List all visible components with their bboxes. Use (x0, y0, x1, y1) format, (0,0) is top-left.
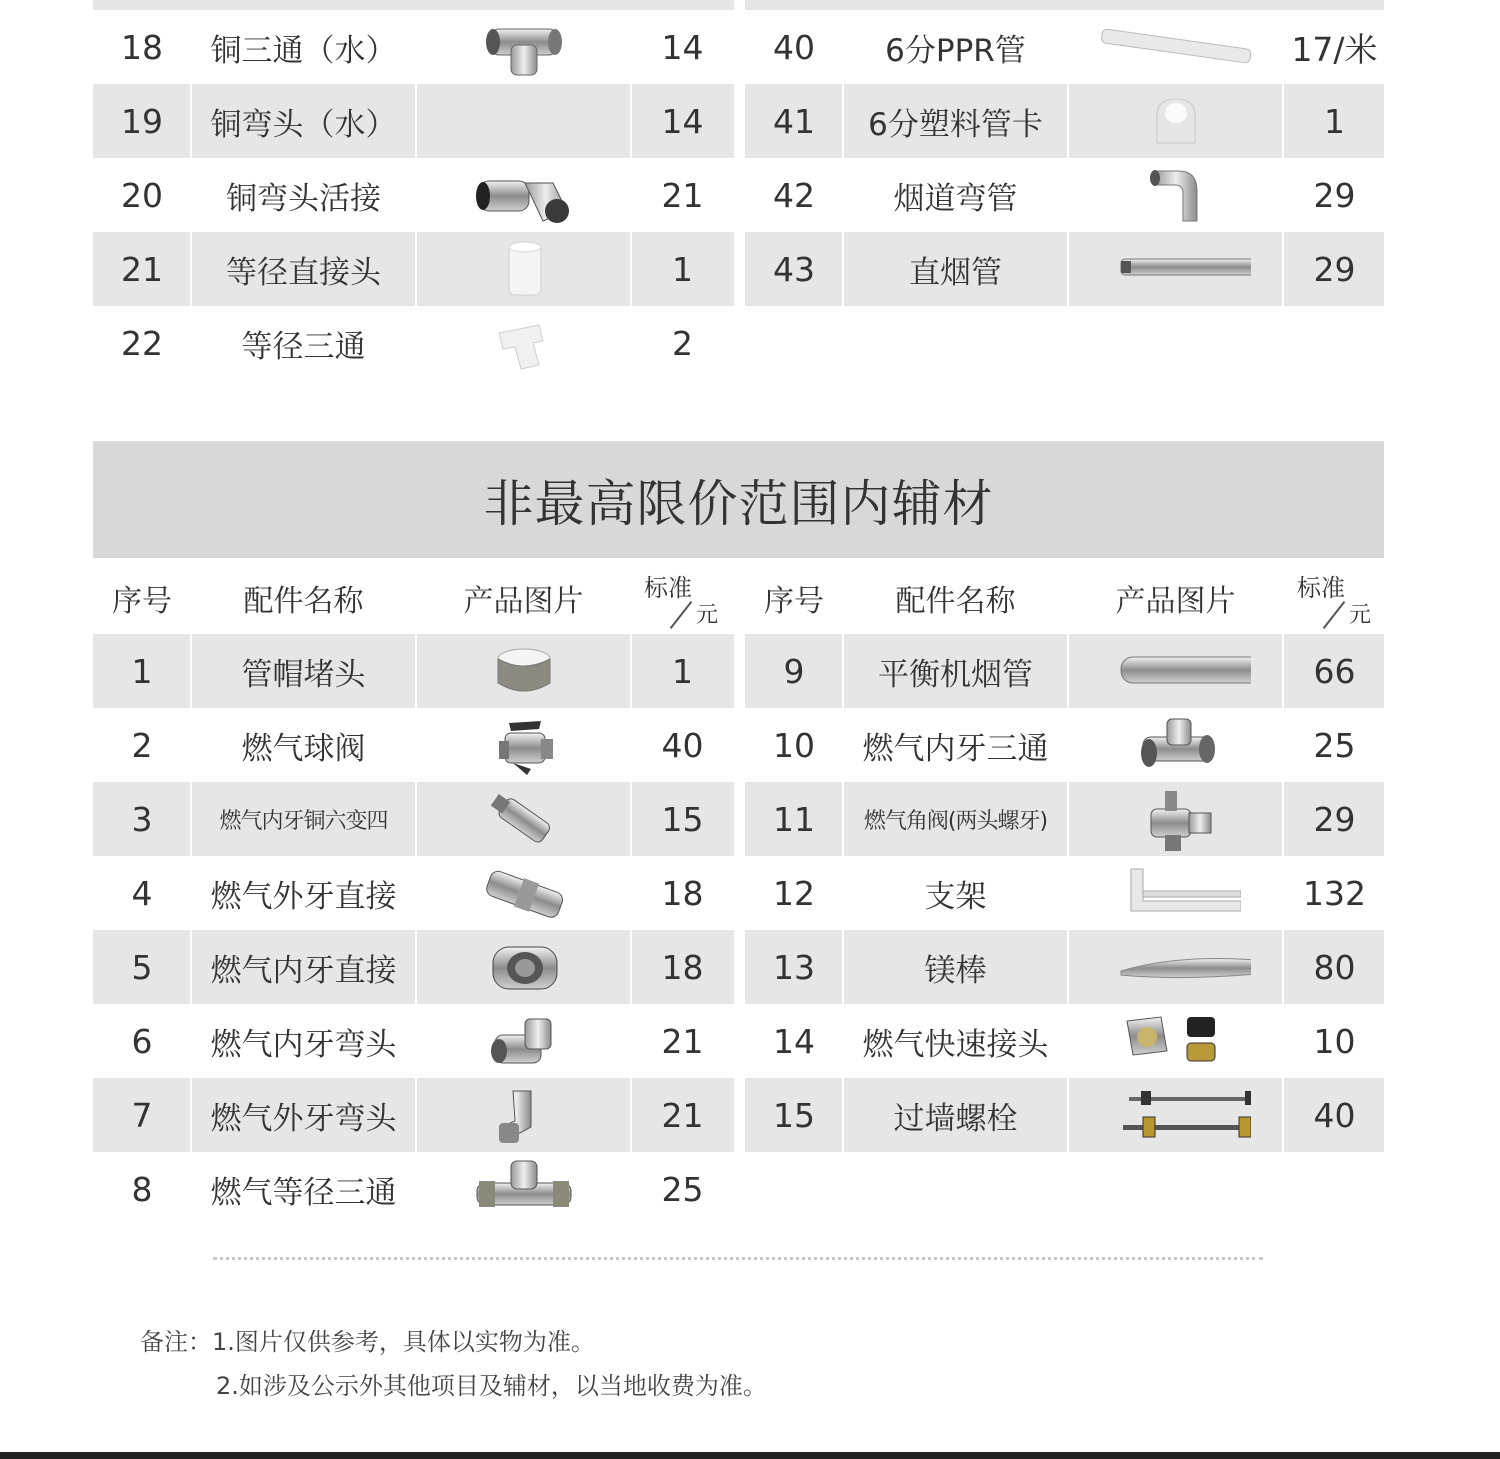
row-left-half (93, 1004, 734, 1078)
column-divider (842, 158, 844, 232)
column-divider (1067, 1078, 1069, 1152)
column-divider (190, 84, 192, 158)
item-price: 1 (672, 249, 693, 289)
item-price: 15 (661, 799, 704, 839)
item-price: 25 (1313, 725, 1356, 765)
item-image (416, 158, 631, 232)
bottom-bar (0, 1452, 1500, 1459)
column-divider (1282, 634, 1284, 708)
elbow-union-icon (462, 163, 586, 227)
header-image: 产品图片 (463, 584, 584, 619)
row-left-half (93, 1078, 734, 1152)
header-name: 配件名称 (243, 584, 364, 619)
row-strip (745, 0, 1384, 10)
row-strip (93, 0, 734, 10)
column-divider (1067, 930, 1069, 1004)
item-name: 镁棒 (924, 952, 987, 989)
item-price: 14 (661, 101, 704, 141)
column-divider (842, 930, 844, 1004)
item-name: 燃气内牙直接 (210, 952, 397, 989)
item-image (416, 1004, 631, 1078)
header-standard-label: 标准 (1297, 574, 1345, 602)
column-divider (190, 306, 192, 380)
item-image (1068, 782, 1283, 856)
row-right-half (745, 1004, 1384, 1078)
column-divider (1067, 708, 1069, 782)
copper-tee-icon (469, 15, 579, 79)
row-right-half (745, 306, 1384, 380)
item-image (416, 782, 631, 856)
column-divider (1282, 232, 1284, 306)
column-divider (1282, 158, 1284, 232)
item-price: 132 (1303, 873, 1366, 913)
item-number: 21 (121, 249, 163, 289)
column-divider (842, 856, 844, 930)
reducer-icon (469, 787, 579, 851)
item-name: 燃气内牙三通 (862, 730, 1049, 767)
column-divider (190, 930, 192, 1004)
column-divider (630, 158, 632, 232)
column-divider (415, 1152, 417, 1226)
item-name: 燃气外牙直接 (210, 878, 397, 915)
column-divider (630, 708, 632, 782)
note-line-2: 2.如涉及公示外其他项目及辅材，以当地收费为准。 (216, 1372, 767, 1400)
female-coupling-icon (469, 935, 579, 999)
column-divider (630, 84, 632, 158)
item-number: 13 (773, 947, 815, 987)
column-divider (415, 634, 417, 708)
item-number: 10 (773, 725, 815, 765)
male-elbow-icon (469, 1083, 579, 1147)
magnesium-rod-icon (1101, 935, 1251, 999)
item-name: 燃气角阀(两头螺牙) (863, 808, 1048, 834)
item-number: 6 (131, 1021, 153, 1061)
row-right-half (745, 158, 1384, 232)
table-row (93, 1004, 1384, 1078)
item-name: 6分PPR管 (885, 32, 1026, 69)
gas-ball-valve-icon (469, 713, 579, 777)
header-name: 配件名称 (895, 584, 1016, 619)
item-image (416, 84, 631, 158)
item-image (1068, 930, 1283, 1004)
table-row (93, 1152, 1384, 1226)
item-image (416, 232, 631, 306)
item-number: 14 (773, 1021, 815, 1061)
row-left-half (93, 782, 734, 856)
row-right-half (745, 1152, 1384, 1226)
item-name: 6分塑料管卡 (868, 106, 1043, 143)
note-line-1: 备注：1.图片仅供参考，具体以实物为准。 (140, 1328, 595, 1356)
dotted-divider (213, 1257, 1263, 1260)
column-divider (630, 1152, 632, 1226)
column-divider (1282, 782, 1284, 856)
column-divider (190, 634, 192, 708)
item-image (416, 10, 631, 84)
item-price: 40 (661, 725, 704, 765)
item-image (416, 708, 631, 782)
item-price: 40 (1313, 1095, 1356, 1135)
column-divider (630, 1078, 632, 1152)
item-number: 3 (131, 799, 153, 839)
column-divider (190, 856, 192, 930)
row-left-half (93, 158, 734, 232)
row-left-half (93, 634, 734, 708)
item-number: 11 (773, 799, 815, 839)
male-coupling-icon (469, 861, 579, 925)
gas-female-tee-icon (1121, 713, 1231, 777)
item-name: 平衡机烟管 (878, 656, 1033, 693)
item-image (1068, 708, 1283, 782)
column-divider (630, 634, 632, 708)
item-price: 17/米 (1291, 29, 1378, 69)
straight-coupling-icon (469, 237, 579, 301)
column-divider (415, 232, 417, 306)
column-divider (415, 1004, 417, 1078)
item-price: 2 (672, 323, 693, 363)
column-divider (842, 10, 844, 84)
item-price: 29 (1313, 175, 1356, 215)
item-price: 1 (1324, 101, 1345, 141)
column-divider (630, 782, 632, 856)
column-divider (415, 306, 417, 380)
column-divider (842, 634, 844, 708)
column-divider (630, 1004, 632, 1078)
item-number: 12 (773, 873, 815, 913)
column-divider (1282, 1078, 1284, 1152)
item-number: 22 (121, 323, 163, 363)
gas-tee-icon (469, 1157, 579, 1221)
column-divider (1067, 10, 1069, 84)
column-divider (1282, 84, 1284, 158)
item-image (416, 634, 631, 708)
row-right-half (745, 1078, 1384, 1152)
column-divider (190, 1078, 192, 1152)
column-divider (630, 10, 632, 84)
column-divider (842, 708, 844, 782)
item-name: 等径三通 (241, 328, 366, 365)
column-divider (190, 708, 192, 782)
header-image: 产品图片 (1115, 584, 1236, 619)
table-row (93, 930, 1384, 1004)
table-row (93, 856, 1384, 930)
table-row (93, 782, 1384, 856)
column-divider (1282, 856, 1284, 930)
item-name: 过墙螺栓 (893, 1100, 1018, 1137)
row-right-half (745, 10, 1384, 84)
item-number: 8 (131, 1169, 153, 1209)
item-number: 18 (121, 27, 163, 67)
column-divider (1067, 84, 1069, 158)
item-name: 管帽堵头 (241, 656, 366, 693)
item-image (416, 306, 631, 380)
table-row (93, 708, 1384, 782)
item-name: 燃气球阀 (241, 730, 366, 767)
table-row (93, 232, 1384, 306)
row-right-half (745, 708, 1384, 782)
item-number: 7 (131, 1095, 153, 1135)
column-divider (190, 782, 192, 856)
item-number: 5 (131, 947, 153, 987)
section-title: 非最高限价范围内辅材 (93, 441, 1384, 558)
row-left-half (93, 10, 734, 84)
item-price: 66 (1313, 651, 1356, 691)
item-number: 1 (131, 651, 153, 691)
table-row (93, 84, 1384, 158)
row-left-half (93, 856, 734, 930)
item-image (416, 1152, 631, 1226)
item-number: 41 (773, 101, 815, 141)
column-divider (1067, 856, 1069, 930)
row-right-half (745, 232, 1384, 306)
column-divider (1282, 930, 1284, 1004)
header-no: 序号 (764, 584, 824, 619)
header-standard-price (634, 562, 724, 634)
header-slash (670, 601, 693, 629)
pipe-cap-icon (469, 639, 579, 703)
item-image (1068, 634, 1283, 708)
bracket-icon (1111, 861, 1241, 925)
item-image (1068, 856, 1283, 930)
column-divider (1282, 1004, 1284, 1078)
table-row (93, 634, 1384, 708)
item-number: 40 (773, 27, 815, 67)
header-standard-label: 标准 (644, 574, 692, 602)
table-row (93, 306, 1384, 380)
item-price: 29 (1313, 249, 1356, 289)
column-divider (415, 782, 417, 856)
header-unit-label: 元 (696, 603, 719, 628)
wall-bolt-icon (1101, 1083, 1251, 1147)
item-number: 2 (131, 725, 153, 765)
ppr-pipe-icon (1096, 15, 1256, 79)
row-right-half (745, 782, 1384, 856)
item-number: 43 (773, 249, 815, 289)
item-image (1068, 1078, 1283, 1152)
flue-pipe-icon (1101, 237, 1251, 301)
column-divider (630, 306, 632, 380)
header-no: 序号 (112, 584, 172, 619)
column-divider (842, 1004, 844, 1078)
item-name: 燃气内牙铜六变四 (219, 808, 388, 834)
row-right-half (745, 930, 1384, 1004)
column-divider (190, 1004, 192, 1078)
item-number: 15 (773, 1095, 815, 1135)
column-divider (1067, 158, 1069, 232)
item-image (1068, 1004, 1283, 1078)
column-divider (415, 708, 417, 782)
column-divider (1282, 708, 1284, 782)
column-divider (190, 158, 192, 232)
balanced-flue-icon (1101, 639, 1251, 703)
item-price: 21 (661, 175, 704, 215)
item-number: 20 (121, 175, 163, 215)
item-price: 18 (661, 947, 704, 987)
table-row (93, 158, 1384, 232)
plastic-tee-icon (469, 311, 579, 375)
quick-connector-icon (1121, 1009, 1231, 1073)
item-image (416, 930, 631, 1004)
header-unit-label: 元 (1349, 603, 1372, 628)
item-price: 29 (1313, 799, 1356, 839)
item-image (1068, 158, 1283, 232)
flue-elbow-icon (1121, 163, 1231, 227)
column-divider (1067, 232, 1069, 306)
column-divider (842, 782, 844, 856)
item-name: 直烟管 (909, 254, 1002, 291)
column-divider (190, 10, 192, 84)
column-divider (190, 1152, 192, 1226)
item-name: 支架 (924, 878, 987, 915)
plastic-clip-icon (1121, 89, 1231, 153)
item-number: 42 (773, 175, 815, 215)
header-slash (1323, 601, 1346, 629)
item-image (1068, 232, 1283, 306)
column-divider (842, 1078, 844, 1152)
row-right-half (745, 84, 1384, 158)
table-row (93, 1078, 1384, 1152)
row-left-half (93, 1152, 734, 1226)
item-name: 燃气内牙弯头 (210, 1026, 397, 1063)
item-price: 21 (661, 1095, 704, 1135)
item-name: 燃气快速接头 (862, 1026, 1049, 1063)
item-price: 1 (672, 651, 693, 691)
item-price: 80 (1313, 947, 1356, 987)
item-price: 14 (661, 27, 704, 67)
column-divider (1067, 1004, 1069, 1078)
row-left-half (93, 306, 734, 380)
item-image (1068, 84, 1283, 158)
item-name: 铜弯头活接 (226, 180, 381, 217)
item-name: 等径直接头 (226, 254, 381, 291)
item-number: 4 (131, 873, 153, 913)
column-divider (1067, 782, 1069, 856)
item-number: 9 (783, 651, 805, 691)
column-divider (842, 232, 844, 306)
item-image (416, 856, 631, 930)
column-divider (1067, 634, 1069, 708)
column-divider (415, 10, 417, 84)
item-image (1068, 10, 1283, 84)
row-left-half (93, 930, 734, 1004)
item-name: 燃气等径三通 (210, 1174, 397, 1211)
item-name: 烟道弯管 (893, 180, 1018, 217)
column-divider (842, 84, 844, 158)
item-number: 19 (121, 101, 163, 141)
column-divider (415, 930, 417, 1004)
column-divider (415, 158, 417, 232)
item-name: 燃气外牙弯头 (210, 1100, 397, 1137)
item-price: 18 (661, 873, 704, 913)
row-right-half (745, 634, 1384, 708)
item-name: 铜三通（水） (210, 32, 397, 69)
item-price: 25 (661, 1169, 704, 1209)
row-left-half (93, 84, 734, 158)
column-divider (630, 856, 632, 930)
item-price: 10 (1313, 1021, 1356, 1061)
row-right-half (745, 856, 1384, 930)
column-divider (190, 232, 192, 306)
table-header (93, 562, 1384, 634)
header-standard-price (1287, 562, 1377, 634)
column-divider (415, 856, 417, 930)
angle-valve-icon (1121, 787, 1231, 851)
column-divider (1282, 10, 1284, 84)
item-name: 铜弯头（水） (210, 106, 397, 143)
row-left-half (93, 708, 734, 782)
column-divider (630, 930, 632, 1004)
row-left-half (93, 232, 734, 306)
female-elbow-icon (469, 1009, 579, 1073)
column-divider (415, 1078, 417, 1152)
column-divider (630, 232, 632, 306)
column-divider (415, 84, 417, 158)
item-price: 21 (661, 1021, 704, 1061)
table-row (93, 10, 1384, 84)
item-image (416, 1078, 631, 1152)
